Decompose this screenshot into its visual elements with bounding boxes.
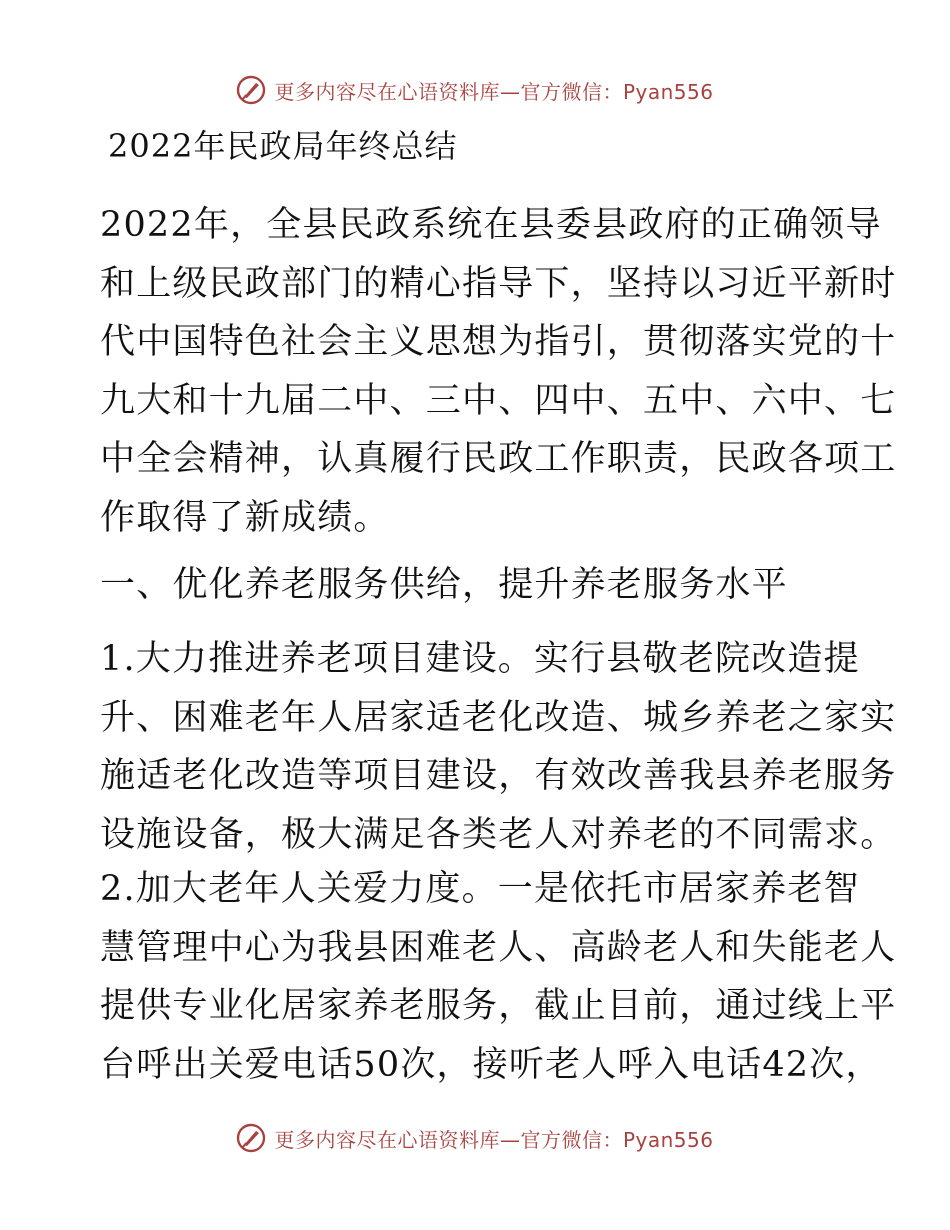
heading-text: 一、优化养老服务供给，提升养老服务水平: [100, 565, 788, 605]
watermark-text: 更多内容尽在心语资料库—官方微信：Pyan556: [274, 1127, 714, 1152]
text-line: 2.加大老年人关爱力度。一是依托市居家养老智: [100, 869, 860, 909]
text-line: 作取得了新成绩。: [100, 497, 390, 538]
text-line: 九大和十九届二中、三中、四中、五中、六中、七: [100, 380, 897, 421]
section-heading: [100, 556, 855, 615]
feather-pen-icon: [236, 1123, 266, 1153]
text-line: 台呼出关爱电话50次，接听老人呼入电话42次，: [100, 1044, 882, 1085]
item-1-paragraph: [100, 630, 897, 864]
text-line: 慧管理中心为我县困难老人、高龄老人和失能老人: [100, 927, 897, 968]
text-line: 施适老化改造等项目建设，有效改善我县养老服务: [100, 756, 897, 796]
text-line: 设施设备，极大满足各类老人对养老的不同需求。: [100, 814, 897, 855]
text-line: 提供专业化居家养老服务，截止目前，通过线上平: [100, 986, 897, 1026]
text-line: 2022年，全县民政系统在县委县政府的正确领导: [100, 205, 882, 245]
watermark-text: 更多内容尽在心语资料库—官方微信：Pyan556: [274, 79, 714, 104]
text-line: 1.大力推进养老项目建设。实行县敬老院改造提: [100, 639, 860, 679]
text-line: 升、困难老年人居家适老化改造、城乡养老之家实: [100, 697, 897, 738]
feather-pen-icon: [236, 75, 266, 105]
intro-paragraph: [100, 196, 897, 547]
text-line: 中全会精神，认真履行民政工作职责，民政各项工: [100, 439, 897, 479]
footer-watermark: [0, 1118, 950, 1158]
item-2-paragraph: [100, 860, 897, 1094]
text-line: 代中国特色社会主义思想为指引，贯彻落实党的十: [100, 322, 897, 362]
document-title: 2022年民政局年终总结: [108, 127, 458, 165]
header-watermark: [0, 70, 950, 110]
text-line: 和上级民政部门的精心指导下，坚持以习近平新时: [100, 263, 897, 304]
